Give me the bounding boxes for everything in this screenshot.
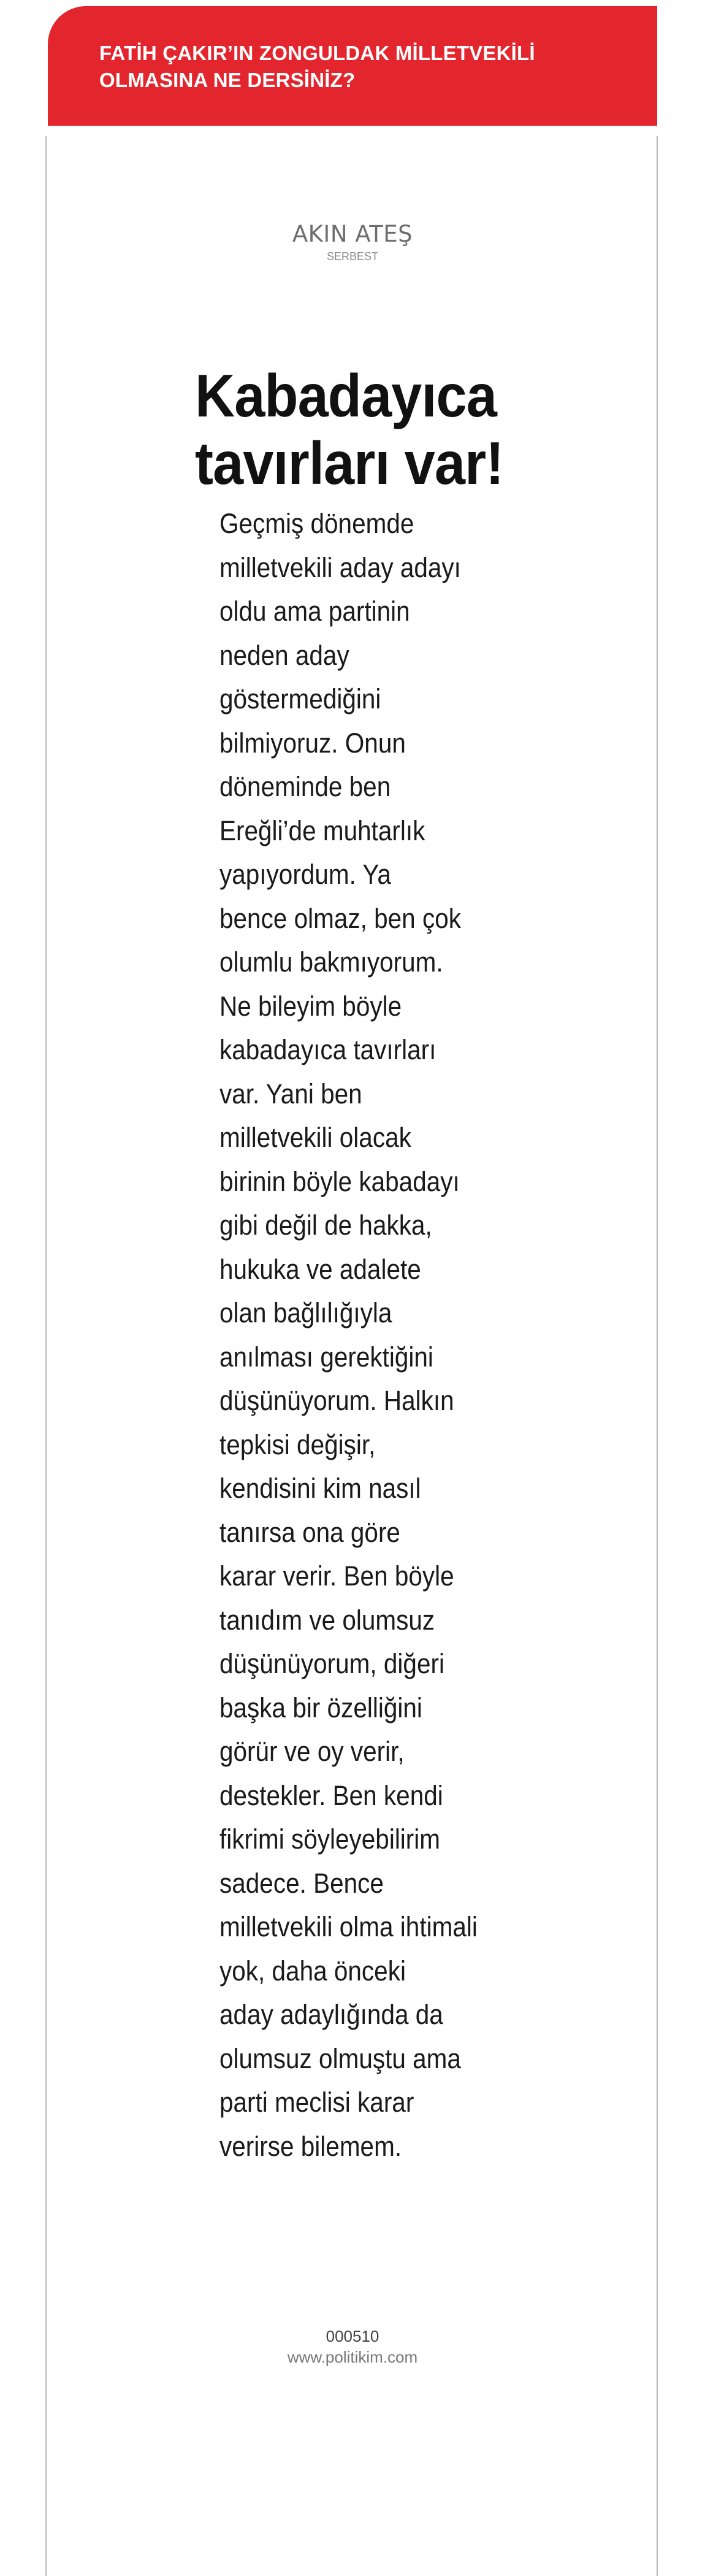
article-body-line: döneminde ben — [219, 771, 391, 802]
article-body-line: göstermediğini — [219, 683, 381, 715]
banner-title — [99, 40, 633, 94]
article-body — [219, 502, 479, 2168]
article-body-line: bilmiyoruz. Onun — [219, 727, 406, 759]
article-body-line: olumsuz olmuştu ama — [219, 2042, 461, 2074]
footer-code: 000510 — [326, 2327, 379, 2345]
banner-title-line-1: FATİH ÇAKIR’IN ZONGULDAK MİLLETVEKİLİ — [99, 42, 535, 64]
article-body-line: aday adaylığında da — [219, 1999, 443, 2030]
article-body-line: var. Yani ben — [219, 1078, 362, 1110]
article-body-line: başka bir özelliğini — [219, 1692, 422, 1723]
article-body-line: kabadayıca tavırları — [219, 1034, 436, 1065]
article-body-line: tanırsa ona göre — [219, 1516, 400, 1548]
article-body-line: kendisini kim nasıl — [219, 1473, 421, 1504]
question-banner — [48, 6, 657, 126]
article-body-line: olumlu bakmıyorum. — [219, 946, 443, 978]
article-body-line: oldu ama partinin — [219, 596, 410, 627]
article-body-line: anılması gerektiğini — [219, 1341, 433, 1373]
banner-title-line-2: OLMASINA NE DERSİNİZ? — [99, 69, 356, 91]
author-name: AKIN ATEŞ — [292, 221, 413, 247]
article-body-line: birinin böyle kabadayı — [219, 1165, 460, 1197]
article-body-line: tanıdım ve olumsuz — [219, 1604, 435, 1636]
article-body-line: düşünüyorum, diğeri — [219, 1648, 444, 1679]
author-role: SERBEST — [326, 250, 379, 263]
article-body-line: düşünüyorum. Halkın — [219, 1385, 454, 1416]
page-footer — [0, 2326, 705, 2367]
headline-line-2: tavırları var! — [195, 429, 504, 497]
article-body-line: hukuka ve adalete — [219, 1253, 421, 1285]
article-body-line: destekler. Ben kendi — [219, 1779, 443, 1811]
footer-url: www.politikim.com — [287, 2348, 418, 2366]
article-body-line: milletvekili olacak — [219, 1122, 411, 1153]
article-body-line: Ereğli’de muhtarlık — [219, 815, 425, 846]
article-body-line: milletvekili aday adayı — [219, 551, 461, 583]
headline-line-1: Kabadayıca — [195, 362, 497, 429]
article-body-line: Ne bileyim böyle — [219, 990, 402, 1022]
article-body-line: yok, daha önceki — [219, 1955, 406, 1987]
article-body-line: yapıyordum. Ya — [219, 859, 391, 890]
article-body-line: sadece. Bence — [219, 1867, 384, 1899]
article-body-line: karar verir. Ben böyle — [219, 1560, 454, 1592]
article-body-line: milletvekili olma ihtimali — [219, 1911, 478, 1942]
article-body-line: parti meclisi karar — [219, 2087, 414, 2118]
article-body-line: bence olmaz, ben çok — [219, 902, 461, 934]
article-body-line: neden aday — [219, 639, 349, 671]
article-body-line: Geçmiş dönemde — [219, 508, 414, 539]
article-body-line: olan bağlılığıyla — [219, 1297, 392, 1328]
article-headline — [195, 362, 590, 497]
article-body-line: fikrimi söyleyebilirim — [219, 1823, 441, 1855]
article-body-line: verirse bilemem. — [219, 2130, 402, 2162]
article-body-line: görür ve oy verir, — [219, 1736, 405, 1767]
author-block — [0, 221, 705, 264]
article-body-line: tepkisi değişir, — [219, 1428, 376, 1460]
article-body-line: gibi değil de hakka, — [219, 1209, 432, 1241]
